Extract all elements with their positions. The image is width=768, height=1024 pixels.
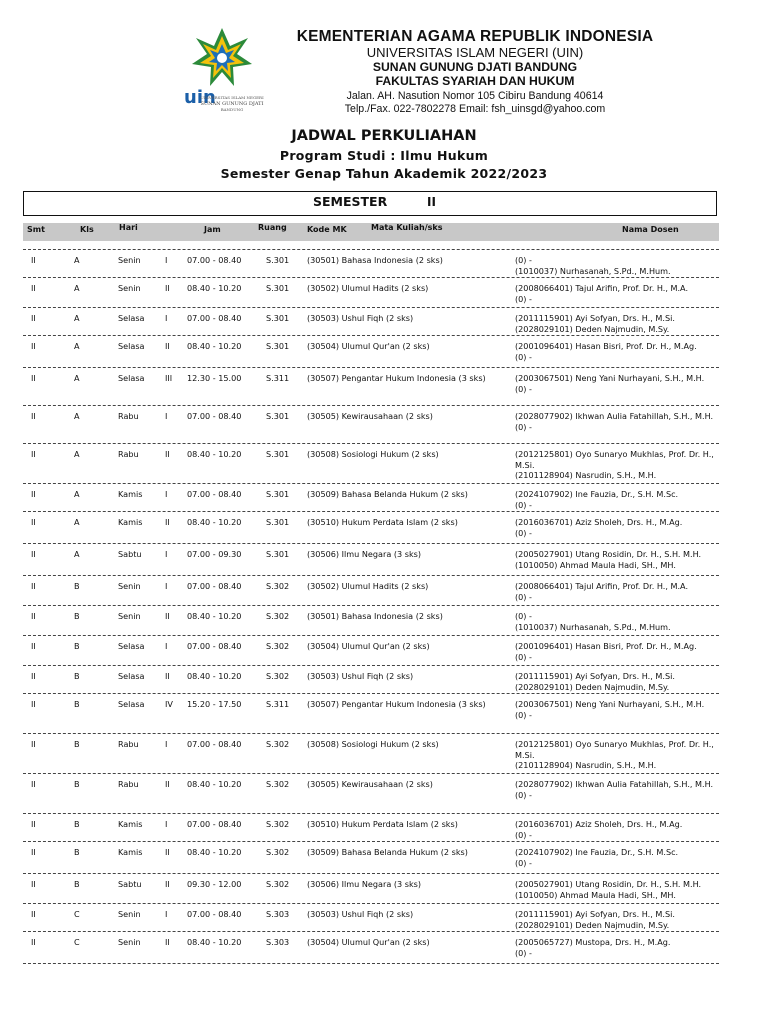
- cell-kls: B: [74, 819, 80, 829]
- cell-hari: Senin: [118, 909, 141, 919]
- cell-kls: A: [74, 449, 80, 459]
- cell-nama-dosen: [515, 313, 735, 334]
- lecturer-entry: (2024107902) Ine Fauzia, Dr., S.H. M.Sc.: [515, 489, 679, 499]
- lecturer-entry: (0) -: [515, 591, 532, 602]
- col-nama-dosen: Nama Dosen: [622, 225, 679, 234]
- document-title: JADWAL PERKULIAHAN: [291, 128, 477, 144]
- cell-sesi: II: [165, 879, 170, 889]
- academic-period: Semester Genap Tahun Akademik 2022/2023: [220, 166, 548, 181]
- lecturer-entry: (2005027901) Utang Rosidin, Dr. H., S.H. M.H.: [515, 549, 702, 559]
- cell-hari: Senin: [118, 255, 141, 265]
- col-mata-kuliah: Mata Kuliah/sks: [371, 223, 443, 232]
- cell-kls: B: [74, 581, 80, 591]
- contact: Telp./Fax. 022-7802278 Email: fsh_uinsgd@yahoo.com: [344, 103, 606, 115]
- cell-sesi: II: [165, 517, 170, 527]
- row-divider: [23, 335, 719, 336]
- letterhead: [0, 0, 768, 120]
- cell-smt: II: [31, 847, 36, 857]
- cell-kls: A: [74, 373, 80, 383]
- col-hari: Hari: [119, 223, 138, 232]
- lecturer-entry: (2012125801) Oyo Sunaryo Mukhlas, Prof. Dr. H., M.Si.: [515, 739, 714, 760]
- cell-sesi: II: [165, 779, 170, 789]
- row-divider: [23, 733, 719, 734]
- cell-jam: 08.40 - 10.20: [187, 937, 242, 947]
- cell-jam: 07.00 - 09.30: [187, 549, 242, 559]
- row-divider: [23, 963, 719, 964]
- cell-mata-kuliah: (30509) Bahasa Belanda Hukum (2 sks): [307, 847, 468, 857]
- cell-hari: Kamis: [118, 847, 143, 857]
- lecturer-entry: (2012125801) Oyo Sunaryo Mukhlas, Prof. Dr. H., M.Si.: [515, 449, 714, 470]
- lecturer-entry: (2001096401) Hasan Bisri, Prof. Dr. H., M.Ag.: [515, 641, 697, 651]
- cell-jam: 07.00 - 08.40: [187, 581, 242, 591]
- cell-smt: II: [31, 489, 36, 499]
- cell-sesi: II: [165, 283, 170, 293]
- cell-kls: B: [74, 779, 80, 789]
- lecturer-entry: (0) -: [515, 351, 532, 362]
- cell-smt: II: [31, 909, 36, 919]
- cell-hari: Rabu: [118, 449, 139, 459]
- cell-sesi: I: [165, 909, 168, 919]
- cell-ruang: S.302: [266, 819, 290, 829]
- row-divider: [23, 483, 719, 484]
- row-divider: [23, 773, 719, 774]
- row-divider: [23, 841, 719, 842]
- cell-sesi: I: [165, 255, 168, 265]
- cell-ruang: S.301: [266, 341, 290, 351]
- cell-hari: Sabtu: [118, 879, 142, 889]
- row-divider: [23, 443, 719, 444]
- cell-sesi: II: [165, 937, 170, 947]
- cell-mata-kuliah: (30510) Hukum Perdata Islam (2 sks): [307, 819, 458, 829]
- cell-mata-kuliah: (30502) Ulumul Hadits (2 sks): [307, 283, 429, 293]
- row-divider: [23, 511, 719, 512]
- cell-kls: B: [74, 611, 80, 621]
- cell-smt: II: [31, 937, 36, 947]
- cell-smt: II: [31, 641, 36, 651]
- cell-nama-dosen: [515, 283, 735, 304]
- cell-hari: Selasa: [118, 641, 145, 651]
- address: Jalan. AH. Nasution Nomor 105 Cibiru Bandung 40614: [346, 90, 604, 102]
- lecturer-entry: (2005065727) Mustopa, Drs. H., M.Ag.: [515, 937, 671, 947]
- cell-mata-kuliah: (30502) Ulumul Hadits (2 sks): [307, 581, 429, 591]
- cell-mata-kuliah: (30504) Ulumul Qur'an (2 sks): [307, 641, 430, 651]
- col-jam: Jam: [204, 225, 221, 234]
- cell-nama-dosen: [515, 411, 735, 432]
- lecturer-entry: (2028029101) Deden Najmudin, M.Sy.: [515, 323, 670, 334]
- cell-hari: Senin: [118, 283, 141, 293]
- cell-smt: II: [31, 411, 36, 421]
- cell-sesi: IV: [165, 699, 173, 709]
- row-divider: [23, 249, 719, 250]
- cell-jam: 07.00 - 08.40: [187, 411, 242, 421]
- program-study: Program Studi : Ilmu Hukum: [279, 148, 489, 163]
- cell-nama-dosen: [515, 937, 735, 958]
- cell-ruang: S.303: [266, 937, 290, 947]
- lecturer-entry: (1010037) Nurhasanah, S.Pd., M.Hum.: [515, 621, 671, 632]
- cell-mata-kuliah: (30503) Ushul Fiqh (2 sks): [307, 313, 414, 323]
- cell-mata-kuliah: (30503) Ushul Fiqh (2 sks): [307, 671, 414, 681]
- table-header: [23, 223, 719, 241]
- lecturer-entry: (2028077902) Ikhwan Aulia Fatahillah, S.H., M.H.: [515, 779, 714, 789]
- cell-smt: II: [31, 739, 36, 749]
- lecturer-entry: (0) -: [515, 499, 532, 510]
- cell-nama-dosen: [515, 517, 735, 538]
- lecturer-entry: (1010050) Ahmad Maula Hadi, SH., MH.: [515, 559, 676, 570]
- cell-kls: B: [74, 879, 80, 889]
- cell-jam: 07.00 - 08.40: [187, 739, 242, 749]
- lecturer-entry: (0) -: [515, 789, 532, 800]
- cell-jam: 07.00 - 08.40: [187, 909, 242, 919]
- lecturer-entry: (2028077902) Ikhwan Aulia Fatahillah, S.H., M.H.: [515, 411, 714, 421]
- cell-hari: Senin: [118, 937, 141, 947]
- cell-nama-dosen: [515, 819, 735, 840]
- cell-nama-dosen: [515, 847, 735, 868]
- cell-ruang: S.301: [266, 313, 290, 323]
- cell-mata-kuliah: (30508) Sosiologi Hukum (2 sks): [307, 739, 439, 749]
- university-campus: SUNAN GUNUNG DJATI BANDUNG: [372, 60, 578, 74]
- cell-smt: II: [31, 819, 36, 829]
- cell-ruang: S.302: [266, 847, 290, 857]
- cell-nama-dosen: [515, 671, 735, 692]
- lecturer-entry: (0) -: [515, 255, 532, 265]
- cell-mata-kuliah: (30501) Bahasa Indonesia (2 sks): [307, 255, 443, 265]
- cell-ruang: S.302: [266, 671, 290, 681]
- cell-kls: B: [74, 847, 80, 857]
- cell-jam: 07.00 - 08.40: [187, 819, 242, 829]
- cell-jam: 08.40 - 10.20: [187, 779, 242, 789]
- cell-nama-dosen: [515, 549, 735, 570]
- university-name: UNIVERSITAS ISLAM NEGERI (UIN): [366, 45, 584, 60]
- cell-ruang: S.302: [266, 641, 290, 651]
- lecturer-entry: (2101128904) Nasrudin, S.H., M.H.: [515, 470, 657, 480]
- lecturer-entry: (2011115901) Ayi Sofyan, Drs. H., M.Si.: [515, 313, 675, 323]
- lecturer-entry: (2016036701) Aziz Sholeh, Drs. H., M.Ag.: [515, 819, 683, 829]
- cell-jam: 08.40 - 10.20: [187, 671, 242, 681]
- cell-kls: B: [74, 671, 80, 681]
- cell-sesi: I: [165, 411, 168, 421]
- cell-mata-kuliah: (30508) Sosiologi Hukum (2 sks): [307, 449, 439, 459]
- row-divider: [23, 367, 719, 368]
- cell-ruang: S.302: [266, 739, 290, 749]
- cell-nama-dosen: [515, 341, 735, 362]
- uin-logo: [178, 26, 268, 118]
- cell-mata-kuliah: (30506) Ilmu Negara (3 sks): [307, 879, 422, 889]
- row-divider: [23, 575, 719, 576]
- cell-ruang: S.311: [266, 699, 290, 709]
- lecturer-entry: (2028029101) Deden Najmudin, M.Sy.: [515, 681, 670, 692]
- cell-sesi: II: [165, 671, 170, 681]
- svg-text:SUNAN GUNUNG DJATI: SUNAN GUNUNG DJATI: [200, 101, 264, 107]
- semester-label: SEMESTER: [313, 194, 388, 209]
- cell-jam: 07.00 - 08.40: [187, 255, 242, 265]
- cell-jam: 08.40 - 10.20: [187, 283, 242, 293]
- cell-kls: A: [74, 341, 80, 351]
- cell-hari: Rabu: [118, 739, 139, 749]
- cell-nama-dosen: [515, 373, 735, 394]
- col-smt: Smt: [27, 225, 45, 234]
- row-divider: [23, 693, 719, 694]
- cell-kls: A: [74, 283, 80, 293]
- cell-sesi: II: [165, 847, 170, 857]
- cell-sesi: I: [165, 739, 168, 749]
- cell-nama-dosen: [515, 779, 735, 800]
- row-divider: [23, 903, 719, 904]
- lecturer-entry: (2001096401) Hasan Bisri, Prof. Dr. H., M.Ag.: [515, 341, 697, 351]
- cell-smt: II: [31, 879, 36, 889]
- cell-nama-dosen: [515, 449, 735, 481]
- cell-jam: 07.00 - 08.40: [187, 313, 242, 323]
- cell-mata-kuliah: (30504) Ulumul Qur'an (2 sks): [307, 341, 430, 351]
- cell-jam: 08.40 - 10.20: [187, 449, 242, 459]
- cell-mata-kuliah: (30506) Ilmu Negara (3 sks): [307, 549, 422, 559]
- cell-jam: 09.30 - 12.00: [187, 879, 242, 889]
- cell-sesi: I: [165, 641, 168, 651]
- cell-ruang: S.311: [266, 373, 290, 383]
- cell-mata-kuliah: (30507) Pengantar Hukum Indonesia (3 sks): [307, 373, 486, 383]
- row-divider: [23, 405, 719, 406]
- lecturer-entry: (2005027901) Utang Rosidin, Dr. H., S.H. M.H.: [515, 879, 702, 889]
- row-divider: [23, 931, 719, 932]
- cell-kls: A: [74, 549, 80, 559]
- cell-mata-kuliah: (30501) Bahasa Indonesia (2 sks): [307, 611, 443, 621]
- faculty-name: FAKULTAS SYARIAH DAN HUKUM: [375, 74, 575, 88]
- cell-kls: B: [74, 699, 80, 709]
- cell-smt: II: [31, 313, 36, 323]
- lecturer-entry: (0) -: [515, 947, 532, 958]
- cell-nama-dosen: [515, 879, 735, 900]
- lecturer-entry: (1010050) Ahmad Maula Hadi, SH., MH.: [515, 889, 676, 900]
- cell-ruang: S.303: [266, 909, 290, 919]
- lecturer-entry: (0) -: [515, 829, 532, 840]
- cell-smt: II: [31, 373, 36, 383]
- institution-header: [270, 28, 680, 116]
- cell-kls: B: [74, 739, 80, 749]
- cell-hari: Kamis: [118, 819, 143, 829]
- cell-ruang: S.302: [266, 879, 290, 889]
- cell-mata-kuliah: (30510) Hukum Perdata Islam (2 sks): [307, 517, 458, 527]
- lecturer-entry: (2011115901) Ayi Sofyan, Drs. H., M.Si.: [515, 909, 675, 919]
- cell-smt: II: [31, 611, 36, 621]
- cell-smt: II: [31, 517, 36, 527]
- ministry-name: KEMENTERIAN AGAMA REPUBLIK INDONESIA: [296, 28, 654, 45]
- cell-ruang: S.301: [266, 489, 290, 499]
- cell-ruang: S.301: [266, 449, 290, 459]
- cell-hari: Rabu: [118, 411, 139, 421]
- cell-nama-dosen: [515, 489, 735, 510]
- cell-hari: Kamis: [118, 517, 143, 527]
- cell-sesi: II: [165, 611, 170, 621]
- cell-mata-kuliah: (30503) Ushul Fiqh (2 sks): [307, 909, 414, 919]
- lecturer-entry: (2008066401) Tajul Arifin, Prof. Dr. H., M.A.: [515, 283, 689, 293]
- cell-jam: 08.40 - 10.20: [187, 517, 242, 527]
- cell-mata-kuliah: (30509) Bahasa Belanda Hukum (2 sks): [307, 489, 468, 499]
- svg-text:BANDUNG: BANDUNG: [220, 107, 244, 112]
- cell-sesi: II: [165, 449, 170, 459]
- cell-smt: II: [31, 549, 36, 559]
- row-divider: [23, 665, 719, 666]
- cell-ruang: S.301: [266, 411, 290, 421]
- lecturer-entry: (2101128904) Nasrudin, S.H., M.H.: [515, 760, 657, 770]
- col-kode-mk: Kode MK: [307, 225, 347, 234]
- cell-hari: Selasa: [118, 313, 145, 323]
- lecturer-entry: (0) -: [515, 293, 532, 304]
- semester-box: [23, 191, 717, 216]
- cell-sesi: I: [165, 581, 168, 591]
- cell-jam: 07.00 - 08.40: [187, 489, 242, 499]
- cell-kls: A: [74, 411, 80, 421]
- cell-jam: 08.40 - 10.20: [187, 341, 242, 351]
- lecturer-entry: (0) -: [515, 857, 532, 868]
- cell-hari: Senin: [118, 581, 141, 591]
- cell-kls: A: [74, 517, 80, 527]
- cell-smt: II: [31, 699, 36, 709]
- cell-mata-kuliah: (30505) Kewirausahaan (2 sks): [307, 411, 433, 421]
- cell-hari: Rabu: [118, 779, 139, 789]
- cell-ruang: S.302: [266, 581, 290, 591]
- cell-nama-dosen: [515, 255, 735, 276]
- row-divider: [23, 605, 719, 606]
- lecturer-entry: (0) -: [515, 421, 532, 432]
- lecturer-entry: (2024107902) Ine Fauzia, Dr., S.H. M.Sc.: [515, 847, 679, 857]
- cell-smt: II: [31, 449, 36, 459]
- cell-kls: C: [74, 909, 80, 919]
- row-divider: [23, 307, 719, 308]
- lecturer-entry: (2008066401) Tajul Arifin, Prof. Dr. H., M.A.: [515, 581, 689, 591]
- cell-hari: Selasa: [118, 341, 145, 351]
- svg-text:uin: uin: [184, 87, 216, 108]
- lecturer-entry: (2011115901) Ayi Sofyan, Drs. H., M.Si.: [515, 671, 675, 681]
- lecturer-entry: (1010037) Nurhasanah, S.Pd., M.Hum.: [515, 265, 671, 276]
- lecturer-entry: (2003067501) Neng Yani Nurhayani, S.H., M.H.: [515, 373, 705, 383]
- cell-nama-dosen: [515, 909, 735, 930]
- cell-smt: II: [31, 283, 36, 293]
- cell-nama-dosen: [515, 641, 735, 662]
- cell-sesi: III: [165, 373, 173, 383]
- cell-smt: II: [31, 581, 36, 591]
- row-divider: [23, 873, 719, 874]
- cell-ruang: S.301: [266, 549, 290, 559]
- cell-ruang: S.302: [266, 611, 290, 621]
- cell-mata-kuliah: (30504) Ulumul Qur'an (2 sks): [307, 937, 430, 947]
- cell-ruang: S.301: [266, 517, 290, 527]
- cell-sesi: I: [165, 549, 168, 559]
- document-titles: [0, 127, 768, 183]
- cell-nama-dosen: [515, 739, 735, 771]
- cell-kls: A: [74, 255, 80, 265]
- svg-text:UNIVERSITAS ISLAM NEGERI: UNIVERSITAS ISLAM NEGERI: [200, 95, 264, 100]
- lecturer-entry: (2003067501) Neng Yani Nurhayani, S.H., M.H.: [515, 699, 705, 709]
- cell-jam: 07.00 - 08.40: [187, 641, 242, 651]
- cell-ruang: S.301: [266, 283, 290, 293]
- row-divider: [23, 813, 719, 814]
- cell-mata-kuliah: (30505) Kewirausahaan (2 sks): [307, 779, 433, 789]
- cell-sesi: I: [165, 819, 168, 829]
- cell-jam: 08.40 - 10.20: [187, 847, 242, 857]
- cell-hari: Senin: [118, 611, 141, 621]
- cell-smt: II: [31, 779, 36, 789]
- cell-hari: Selasa: [118, 699, 145, 709]
- row-divider: [23, 277, 719, 278]
- cell-nama-dosen: [515, 699, 735, 720]
- cell-ruang: S.302: [266, 779, 290, 789]
- cell-hari: Kamis: [118, 489, 143, 499]
- cell-smt: II: [31, 671, 36, 681]
- cell-sesi: I: [165, 313, 168, 323]
- col-kls: Kls: [80, 225, 94, 234]
- cell-nama-dosen: [515, 611, 735, 632]
- cell-smt: II: [31, 341, 36, 351]
- cell-hari: Selasa: [118, 671, 145, 681]
- cell-jam: 15.20 - 17.50: [187, 699, 242, 709]
- lecturer-entry: (0) -: [515, 651, 532, 662]
- cell-kls: A: [74, 489, 80, 499]
- cell-sesi: I: [165, 489, 168, 499]
- cell-mata-kuliah: (30507) Pengantar Hukum Indonesia (3 sks): [307, 699, 486, 709]
- lecturer-entry: (0) -: [515, 383, 532, 394]
- lecturer-entry: (0) -: [515, 527, 532, 538]
- cell-hari: Sabtu: [118, 549, 142, 559]
- semester-value: II: [427, 195, 436, 209]
- cell-jam: 12.30 - 15.00: [187, 373, 242, 383]
- lecturer-entry: (2016036701) Aziz Sholeh, Drs. H., M.Ag.: [515, 517, 683, 527]
- cell-sesi: II: [165, 341, 170, 351]
- cell-jam: 08.40 - 10.20: [187, 611, 242, 621]
- cell-kls: C: [74, 937, 80, 947]
- lecturer-entry: (0) -: [515, 611, 532, 621]
- cell-ruang: S.301: [266, 255, 290, 265]
- cell-kls: A: [74, 313, 80, 323]
- row-divider: [23, 635, 719, 636]
- cell-nama-dosen: [515, 581, 735, 602]
- row-divider: [23, 543, 719, 544]
- col-ruang: Ruang: [258, 223, 287, 232]
- lecturer-entry: (2028029101) Deden Najmudin, M.Sy.: [515, 919, 670, 930]
- cell-kls: B: [74, 641, 80, 651]
- cell-hari: Selasa: [118, 373, 145, 383]
- cell-smt: II: [31, 255, 36, 265]
- lecturer-entry: (0) -: [515, 709, 532, 720]
